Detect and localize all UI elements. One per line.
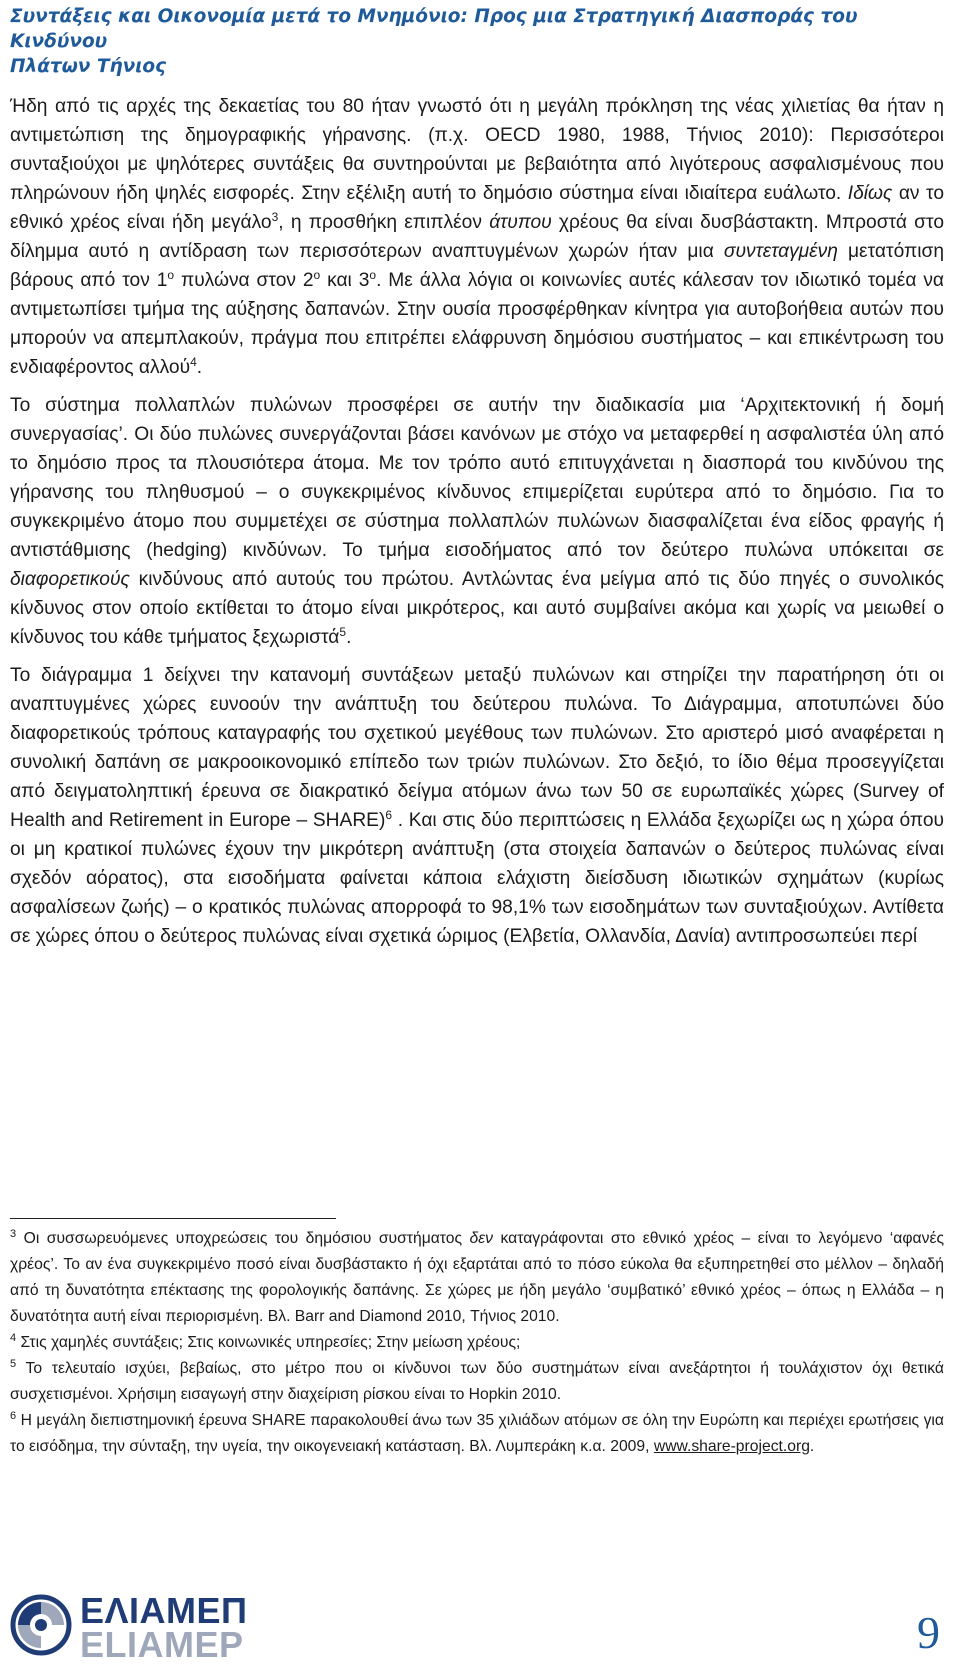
- text-run: Στις χαμηλές συντάξεις; Στις κοινωνικές υπηρεσίες; Στην μείωση χρέους;: [16, 1334, 521, 1351]
- text-run: χρέους θα είναι δυσβάστακτη. Μπροστά στο δίλημμα αυτό η αντίδραση των περισσότερων αναπτυγμένων χωρών ήταν μια: [10, 212, 944, 262]
- text-run: και 3: [320, 270, 370, 291]
- ordinal-mark: ο: [167, 268, 175, 282]
- footnote-number: 3: [10, 1228, 17, 1240]
- footnote-ref-6[interactable]: 6: [385, 808, 393, 822]
- emphasis: δεν: [469, 1230, 494, 1247]
- footnotes: [10, 1226, 944, 1460]
- running-header: [10, 4, 940, 79]
- footnote-ref-5[interactable]: 5: [339, 625, 347, 639]
- text-run: καταγράφονται στο εθνικό χρέος – είναι το λεγόμενο ‘αφανές χρέος’. Το αν ένα συγκεκριμένο ποσό είναι δυσβάστακτο ή όχι εξαρτάται από το πόσο εύκολα θα εξυπηρετηθεί στο μέλλον – δηλαδή από τη δυνατότητα επέκτασης της φορολογικής δαπάνης. Σε χώρες με ήδη μεγάλο ‘συμβατικό’ εθνικό χρέος – όπως η Ελλάδα – η δυνατότητα αυτή είναι περιορισμένη. Βλ. Barr and Diamond 2010, Τήνιος 2010.: [10, 1230, 944, 1325]
- paragraph-3: [10, 661, 944, 951]
- share-project-link[interactable]: www.share-project.org: [653, 1438, 810, 1455]
- footnote-number: 4: [10, 1332, 17, 1344]
- footnote-ref-3[interactable]: 3: [271, 210, 279, 224]
- ordinal-mark: ο: [369, 268, 377, 282]
- text-run: Το διάγραμμα 1 δείχνει την κατανομή συντάξεων μεταξύ πυλώνων και στηρίζει την παρατήρηση ότι οι αναπτυγμένες χώρες ευνοούν την ανάπτυξη του δεύτερου πυλώνα. Το Διάγραμμα, αποτυπώνει δύο διαφορετικούς τρόπους καταγραφής του σχετικού μεγέθους των πυλώνων. Στο αριστερό μισό αναφέρεται η συνολική δαπάνη σε μακροοικονομικό επίπεδο των τριών πυλώνων. Στο δεξιό, το ίδιο θέμα προσεγγίζεται από δειγματοληπτική έρευνα σε διακρατικό δείγμα ατόμων άνω των 50 σε ευρωπαϊκές χώρες (Survey of Health and Retirement in Europe – SHARE): [10, 665, 944, 831]
- text-run: Η μεγάλη διεπιστημονική έρευνα SHARE παρακολουθεί άνω των 35 χιλιάδων ατόμων σε όλη την Ευρώπη και περιέχει ερωτήσεις για το εισόδημα, την σύνταξη, την υγεία, την οικογενειακή κατάσταση. Βλ. Λυμπεράκη κ.α. 2009,: [10, 1412, 944, 1455]
- text-run: . Και στις δύο περιπτώσεις η Ελλάδα ξεχωρίζει ως η χώρα όπου οι μη κρατικοί πυλώνες έχουν την μικρότερη ανάπτυξη (στα στοιχεία δαπανών ο δεύτερος πυλώνας είναι σχεδόν αόρατος), στα εισοδήματα φαίνεται κάποια ελάχιστη διείσδυση ιδιωτικών σχημάτων (κυρίως ασφαλίσεων ζωής) – ο κρατικός πυλώνας απορροφά το 98,1% των εισοδημάτων των συνταξιούχων. Αντίθετα σε χώρες όπου ο δεύτερος πυλώνας είναι σχετικά ώριμος (Ελβετία, Ολλανδία, Δανία) αντιπροσωπεύει περί: [10, 810, 944, 947]
- footnote-6: [10, 1408, 944, 1460]
- main-text: [10, 92, 944, 951]
- text-run: αν το εθνικό χρέος είναι ήδη μεγάλο: [10, 183, 944, 233]
- eliamep-logo-icon: [10, 1594, 72, 1656]
- paragraph-2: [10, 391, 944, 652]
- text-run: Οι συσσωρευόμενες υποχρεώσεις του δημόσιου συστήματος: [16, 1230, 470, 1247]
- text-run: Το τελευταίο ισχύει, βεβαίως, στο μέτρο που οι κίνδυνοι των δύο συστημάτων είναι ανεξάρτητοι ή τουλάχιστον όχι θετικά συσχετισμένοι. Χρήσιμη εισαγωγή στην διαχείριση ρίσκου είναι το Hopkin 2010.: [10, 1360, 944, 1403]
- text-run: , η προσθήκη επιπλέον: [278, 212, 490, 233]
- text-run: μετατόπιση βάρους από τον 1: [10, 241, 944, 291]
- emphasis: διαφορετικούς: [10, 569, 130, 590]
- header-title: Συντάξεις και Οικονομία μετά το Μνημόνιο: Προς μια Στρατηγική Διασποράς του Κινδύνου: [10, 6, 858, 52]
- paragraph-1: [10, 92, 944, 382]
- footnote-separator: [10, 1218, 336, 1219]
- text-run: . Με άλλα λόγια οι κοινωνίες αυτές κάλεσαν τον ιδιωτικό τομέα να αντιμετωπίσει τμήμα της αύξησης δαπανών. Στην ουσία προσφέρθηκαν κίνητρα για αυτοβοήθεια αυτών που μπορούν να απεμπλακούν, πράγμα που επιτρέπει ελάφρυνση δημόσιου συστήματος – και επικέντρωση του ενδιαφέροντος αλλού: [10, 270, 945, 378]
- eliamep-logo: [10, 1590, 250, 1664]
- text-run: κινδύνους από αυτούς του πρώτου. Αντλώντας ένα μείγμα από τις δύο πηγές ο συνολικός κίνδυνος στον οποίο εκτίθεται το άτομο είναι μικρότερος, και αυτό συμβαίνει ακόμα και χωρίς να μειωθεί ο κίνδυνος του κάθε τμήματος ξεχωριστά: [10, 569, 944, 648]
- emphasis: άτυπου: [489, 212, 552, 233]
- text-run: .: [346, 627, 352, 648]
- logo-text-greek: ΕΛΙΑΜΕΠ: [80, 1590, 248, 1631]
- footnote-4: [10, 1330, 944, 1356]
- text-run: Ήδη από τις αρχές της δεκαετίας του 80 ήταν γνωστό ότι η μεγάλη πρόκληση της νέας χιλιετίας θα ήταν η αντιμετώπιση της δημογραφικής γήρανσης. (π.χ. OECD 1980, 1988, Τήνιος 2010): Περισσότεροι συνταξιούχοι με ψηλότερες συντάξεις θα συντηρούνται με βεβαιότητα από λιγότερους ασφαλισμένους που πληρώνουν ήδη ψηλές εισφορές. Στην εξέλιξη αυτή το δημόσιο σύστημα είναι ιδιαίτερα ευάλωτο.: [10, 96, 944, 204]
- footnote-number: 6: [10, 1410, 17, 1422]
- footnote-number: 5: [10, 1358, 17, 1370]
- header-author: Πλάτων Τήνιος: [10, 56, 167, 77]
- logo-text-latin: ELIAMEP: [80, 1624, 244, 1665]
- footnote-3: [10, 1226, 944, 1330]
- ordinal-mark: ο: [313, 268, 321, 282]
- footnote-5: [10, 1356, 944, 1408]
- emphasis: Ιδίως: [847, 183, 893, 204]
- text-run: Το σύστημα πολλαπλών πυλώνων προσφέρει σε αυτήν την διαδικασία μια ‘Αρχιτεκτονική ή δομή συνεργασίας’. Οι δύο πυλώνες συνεργάζονται βάσει κανόνων με στόχο να μεταφερθεί η ασφαλιστέα ύλη από το δημόσιο προς τα πλουσιότερα άτομα. Με τον τρόπο αυτό επιτυγχάνεται η διασπορά του κινδύνου της γήρανσης του πληθυσμού – ο συγκεκριμένος κίνδυνος επιμερίζεται ευρύτερα από το δημόσιο. Για το συγκεκριμένο άτομο που συμμετέχει σε σύστημα πολλαπλών πυλώνων διασφαλίζεται ένα είδος φραγής ή αντιστάθμισης (hedging) κινδύνων. Το τμήμα εισοδήματος από τον δεύτερο πυλώνα υπόκειται σε: [10, 395, 944, 561]
- text-run: .: [196, 357, 203, 378]
- emphasis: συντεταγμένη: [723, 241, 838, 262]
- footnote-ref-4[interactable]: 4: [190, 355, 197, 369]
- text-run: .: [809, 1438, 815, 1455]
- page-number: 9: [917, 1607, 940, 1658]
- text-run: πυλώνα στον 2: [174, 270, 314, 291]
